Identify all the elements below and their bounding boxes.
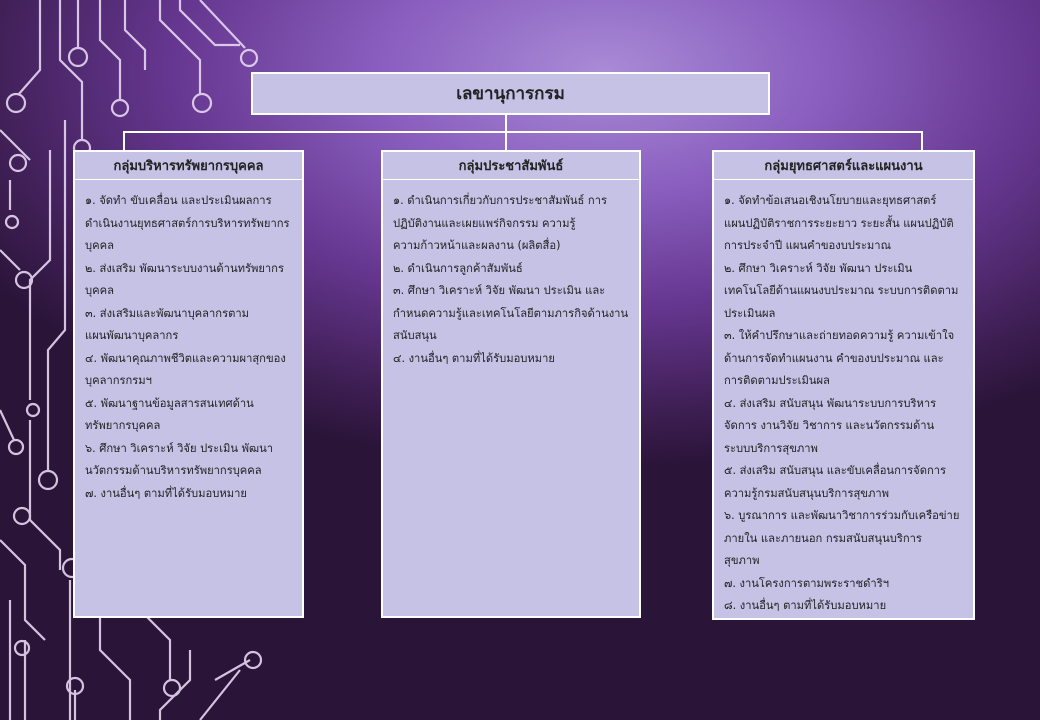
connector-drop-left (123, 131, 125, 151)
duty-item: ๗. งานโครงการตามพระราชดำริฯ (724, 576, 889, 590)
strategy-group-duties (714, 180, 973, 618)
strategy-group-title: กลุ่มยุทธศาสตร์และแผนงาน (714, 152, 973, 180)
duty-item: ๔. ส่งเสริม สนับสนุน พัฒนาระบบการบริหาร จัดการ งานวิจัย วิชาการ และนวัตกรรมด้าน ระบบบริการสุขภาพ (724, 396, 937, 455)
duty-item: ๘. งานอื่นๆ ตามที่ได้รับมอบหมาย (724, 599, 887, 612)
duty-item: ๑. จัดทำ ขับเคลื่อน และประเมินผลการ ดำเนินงานยุทธศาสตร์การบริหารทรัพยากร บุคคล (85, 194, 290, 252)
duty-item: ๓. ศึกษา วิเคราะห์ วิจัย พัฒนา ประเมิน และ กำหนดความรู้และเทคโนโลยีตามภารกิจด้านงาน สนับสนุน (393, 284, 629, 342)
duty-item: ๖. ศึกษา วิเคราะห์ วิจัย ประเมิน พัฒนา นวัตกรรมด้านบริหารทรัพยากรบุคคล (85, 441, 274, 477)
duty-item: ๑. ดำเนินการเกี่ยวกับการประชาสัมพันธ์ การ ปฏิบัติงานและเผยแพร่กิจกรรม ความรู้ ความก้าวหน้าและผลงาน (ผลิตสื่อ) (393, 194, 607, 252)
connector-drop-middle (505, 131, 507, 151)
duty-item: ๗. งานอื่นๆ ตามที่ได้รับมอบหมาย (85, 486, 247, 500)
secretary-title: เลขานุการกรม (456, 84, 565, 104)
connector-stem (505, 115, 507, 132)
duty-item: ๖. บูรณาการ และพัฒนาวิชาการร่วมกับเครือข่าย ภายใน และภายนอก กรมสนับสนุนบริการ สุขภาพ (724, 509, 960, 567)
duty-item: ๕. พัฒนาฐานข้อมูลสารสนเทศด้าน ทรัพยากรบุคคล (85, 396, 254, 432)
connector-bar (123, 131, 923, 133)
duty-item: ๒. ดำเนินการลูกค้าสัมพันธ์ (393, 261, 523, 275)
duty-item: ๒. ศึกษา วิเคราะห์ วิจัย พัฒนา ประเมิน เทคโนโลยีด้านแผนงบประมาณ ระบบการติดตาม ประเมินผล (724, 261, 959, 320)
secretary-box (251, 72, 770, 115)
duty-item: ๓. ส่งเสริมและพัฒนาบุคลากรตาม แผนพัฒนาบุคลากร (85, 306, 249, 342)
duty-item: ๔. พัฒนาคุณภาพชีวิตและความผาสุกของ บุคลากรกรมฯ (85, 351, 286, 387)
pr-group-box (381, 150, 641, 618)
connector-drop-right (921, 131, 923, 151)
strategy-group-box (712, 150, 975, 620)
hr-group-title: กลุ่มบริหารทรัพยากรบุคคล (75, 152, 302, 180)
duty-item: ๓. ให้คำปรึกษาและถ่ายทอดความรู้ ความเข้าใจ ด้านการจัดทำแผนงาน คำของบประมาณ และ การติดตามประเมินผล (724, 329, 955, 387)
duty-item: ๕. ส่งเสริม สนับสนุน และขับเคลื่อนการจัดการ ความรู้กรมสนับสนุนบริการสุขภาพ (724, 464, 947, 500)
duty-item: ๒. ส่งเสริม พัฒนาระบบงานด้านทรัพยากร บุคคล (85, 261, 284, 297)
duty-item: ๑. จัดทำข้อเสนอเชิงนโยบายและยุทธศาสตร์ แผนปฏิบัติราชการระยะยาว ระยะสั้น แผนปฏิบัติ การประจำปี แผนคำของบประมาณ (724, 194, 954, 252)
pr-group-title: กลุ่มประชาสัมพันธ์ (383, 152, 639, 180)
pr-group-duties (383, 180, 639, 370)
duty-item: ๔. งานอื่นๆ ตามที่ได้รับมอบหมาย (393, 351, 555, 365)
hr-group-box (73, 150, 304, 618)
hr-group-duties (75, 180, 302, 505)
